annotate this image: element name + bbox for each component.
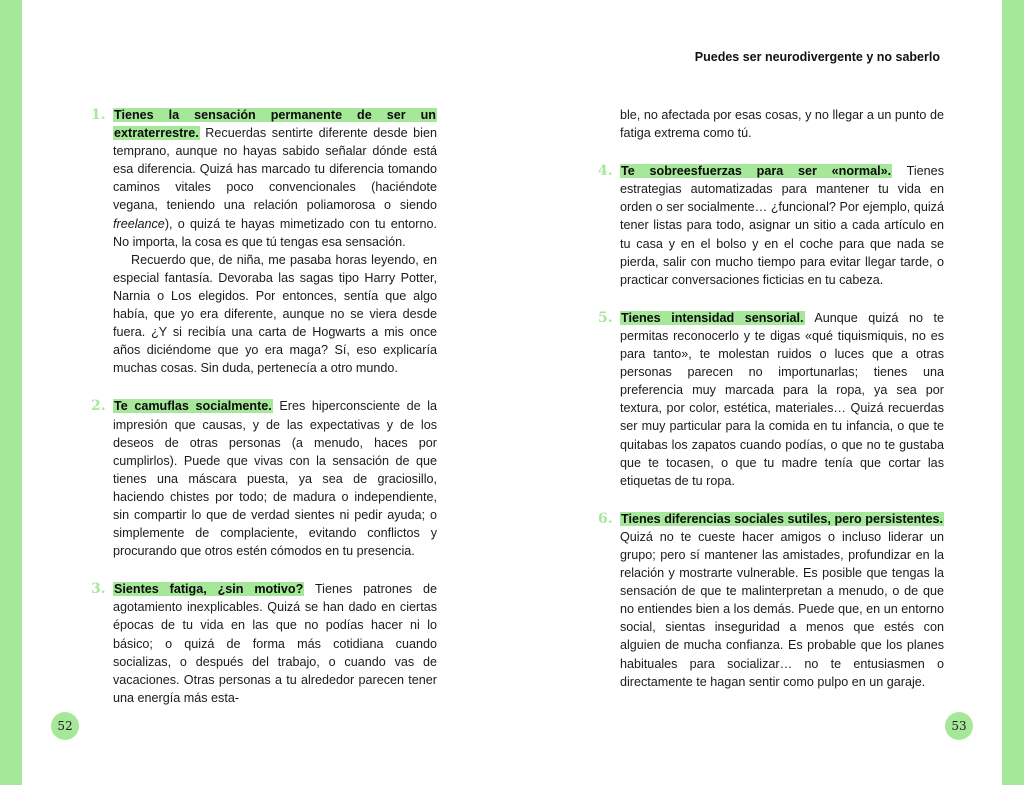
item-text: Tienes patrones de agotamiento inexplicables. Quizá se han dado en ciertas épocas de tu vida en las que no podías hacer ni lo básico; o quizá de forma más cotidiana cuando socializas, o después del trabajo, o cuando vas de vacaciones. Otras personas a tu alrededor parecen tener una energía más esta-	[113, 582, 437, 705]
right-page-edge	[1002, 0, 1024, 785]
item-number: 2.	[91, 398, 106, 415]
list-item-6	[598, 510, 944, 691]
left-page-edge	[0, 0, 22, 785]
item-paragraph	[113, 397, 437, 560]
right-page-column	[598, 106, 944, 711]
list-item-1	[91, 106, 437, 377]
item-text: Recuerdas sentirte diferente desde bien temprano, aunque no hayas sabido señalar dónde está esa diferencia. Quizá has marcado tu diferencia tomando caminos vitales poco convencionales (haciéndote vegana, teniendo una relación poliamorosa o siendo	[113, 126, 437, 213]
list-item-3	[91, 580, 437, 707]
item-heading: Tienes la sensación permanente de ser un extraterrestre.	[114, 108, 436, 141]
item-number: 5.	[598, 309, 613, 326]
item-text: Quizá no te cueste hacer amigos o incluso liderar un grupo; pero sí mantener las amistades, profundizar en la relación y mostrarte vulnerable. Es posible que tengas la sensación de que te malinterpretan a menudo, o de que no entiendes bien a los demás. Puede que, en un entorno social, sientas inseguridad a menos que estés con alguien de mucha confianza. Es probable que los planes habituales para socializar… no te entusiasmen o directamente te hagan sentir como pulpo en un garaje.	[620, 529, 944, 689]
item-text: Eres hiperconsciente de la impresión que causas, y de las expectativas y de los deseos de otras personas (a menudo, haces por cumplirlos). Puede que vivas con la sensación de que tienes una máscara puesta, ya sea de graciosillo, haciendo chistes por todo; de madura o independiente, sin compartir lo que de verdad sientes ni pedir ayuda; o simplemente de complaciente, evitando conflictos y procurando que otros estén cómodos en tu presencia.	[113, 399, 437, 559]
page-number-left: 52	[51, 712, 79, 740]
item-heading: Te sobreesfuerzas para ser «normal».	[621, 164, 892, 179]
item-paragraph	[620, 309, 944, 490]
item-heading: Tienes intensidad sensorial.	[621, 310, 804, 325]
item-paragraph: ble, no afectada por esas cosas, y no llegar a un punto de fatiga extrema como tú.	[620, 108, 944, 141]
item-text: ), o quizá te hayas mimetizado con tu entorno. No importa, la cosa es que tú tengas esa sensación.	[113, 216, 437, 249]
item-paragraph	[113, 106, 437, 251]
list-item-3-continued	[620, 106, 944, 142]
list-item-4	[598, 162, 944, 289]
item-text: Tienes estrategias automatizadas para mantener tu vida en orden o ser socialmente… ¿funcional? Por ejemplo, quizá tener listas para todo, asignar un sitio a cada artículo en tu casa y en el bolso y en el coche para que nada se pierda, salir con mucho tiempo para evitar llegar tarde, o practicar conversaciones ficticias en tu cabeza.	[620, 164, 944, 287]
running-head: Puedes ser neurodivergente y no saberlo	[694, 50, 940, 64]
item-number: 4.	[598, 163, 613, 180]
item-heading: Te camuflas socialmente.	[114, 399, 272, 414]
item-heading: Sientes fatiga, ¿sin motivo?	[114, 582, 304, 597]
item-paragraph	[620, 510, 944, 691]
anecdote-paragraph: Recuerdo que, de niña, me pasaba horas leyendo, en especial fantasía. Devoraba las sagas tipo Harry Potter, Narnia o Los elegidos. Por entonces, sentía que algo había, que yo era diferente, aunque no se viera desde fuera. ¿Y si recibía una carta de Hogwarts a mis once años diciéndome que yo era maga? Sí, eso explicaría muchas cosas. Sin duda, pertenecía a otro mundo.	[113, 252, 437, 376]
item-heading: Tienes diferencias sociales sutiles, pero persistentes.	[621, 511, 943, 526]
item-paragraph	[620, 162, 944, 289]
page-number-right: 53	[945, 712, 973, 740]
left-page-column	[91, 106, 437, 727]
item-text-emphasis: freelance	[113, 216, 165, 231]
list-item-5	[598, 309, 944, 490]
item-text: Aunque quizá no te permitas reconocerlo y te digas «qué tiquismiquis, no es para tanto», te molestan ruidos o luces que a otras personas parecen no importunarlas; tienes una preferencia muy marcada para la ropa, ya sea por textura, por color, estética, materiales… Quizá recuerdas ser muy particular para la comida en tu infancia, o que te quitabas los zapatos cuando podías, o que no te gustaba que te tocasen, o que tu madre tenía que cortar las etiquetas de tu ropa.	[620, 310, 944, 488]
item-paragraph	[113, 580, 437, 707]
item-number: 1.	[91, 107, 106, 123]
item-number: 6.	[598, 510, 613, 527]
list-item-2	[91, 397, 437, 560]
item-number: 3.	[91, 581, 106, 598]
